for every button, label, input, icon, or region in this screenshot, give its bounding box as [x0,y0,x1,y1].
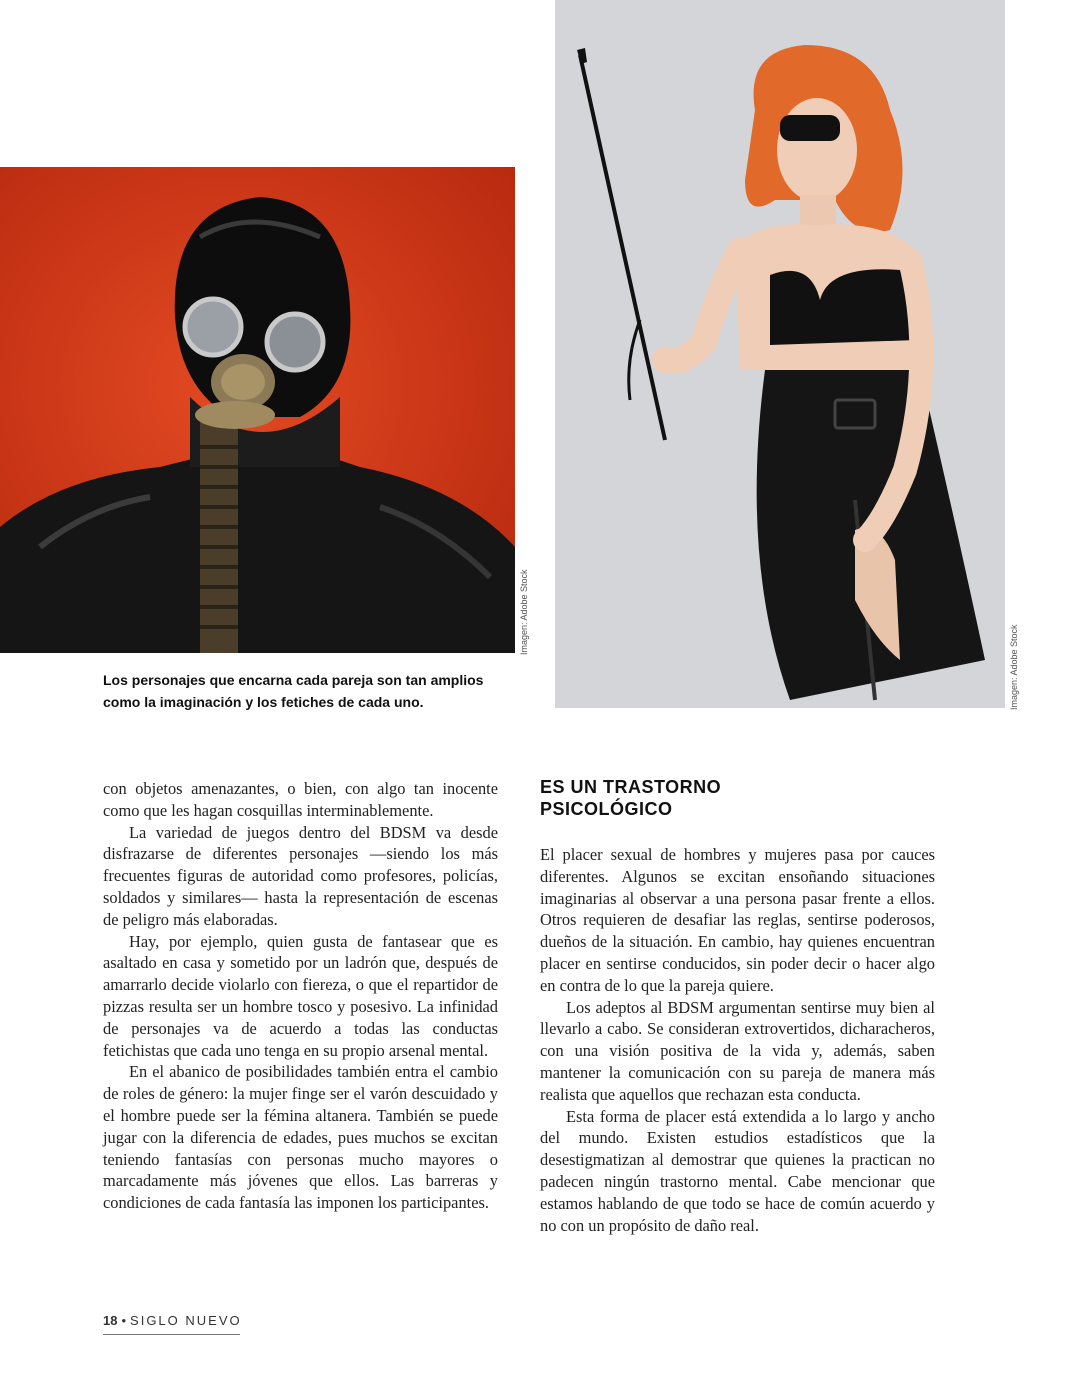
paragraph: Esta forma de placer está extendida a lo largo y ancho del mundo. Existen estudios estadísticos que la desestigmatizan al demostrar que quienes la practican no padecen ningún trastorno mental. Cabe mencionar que estamos hablando de que todo se hace de común acuerdo y no con un propósito de daño real. [540,1106,935,1235]
left-text-column [103,778,498,1214]
publication-name: SIGLO NUEVO [130,1313,242,1328]
gas-mask-illustration [0,167,515,653]
paragraph: La variedad de juegos dentro del BDSM va desde disfrazarse de diferentes personajes —siendo los más frecuentes figuras de autoridad como profesores, policías, soldados y similares— hasta la representación de escenas de peligro más elaboradas. [103,822,498,929]
paragraph: El placer sexual de hombres y mujeres pasa por cauces diferentes. Algunos se excitan ensoñando situaciones imaginarias al observar a una persona pasar frente a ellos. Otros requieren de desafiar las reglas, sentirse poderosos, dueños de la situación. En cambio, hay quienes encuentran placer en sentirse conducidos, sin poder decir o hacer algo en contra de lo que la pareja quiere. [540,845,935,995]
photo-credit-left: Imagen: Adobe Stock [519,569,529,655]
paragraph: En el abanico de posibilidades también entra el cambio de roles de género: la mujer finge ser el varón descuidado y el hombre puede ser la fémina altanera. También se puede jugar con la diferencia de edades, pues muchos se excitan teniendo fantasías con personas mucho mayores o marcadamente más jóvenes que ellos. Las barreras y condiciones de cada fantasía las imponen los participantes. [103,1062,498,1213]
footer-separator: • [121,1313,127,1328]
riding-crop-photo [555,0,1005,708]
photo-credit-right: Imagen: Adobe Stock [1009,624,1019,710]
woman-illustration [555,0,1005,708]
paragraph: Los adeptos al BDSM argumentan sentirse muy bien al llevarlo a cabo. Se consideran extrovertidos, dicharacheros, con una visión positiva de la vida y, además, saben mantener la comunicación con su pareja de manera más realista que aquellos que rechazan esta conducta. [540,997,935,1104]
gas-mask-photo [0,167,515,653]
section-heading: ES UN TRASTORNO PSICOLÓGICO [540,777,722,819]
right-text-column [540,844,935,1236]
page-footer [103,1313,240,1335]
paragraph: Hay, por ejemplo, quien gusta de fantasear que es asaltado en casa y sometido por un ladrón que, después de amarrarlo decide violarlo con fiereza, o que el repartidor de pizzas resulta ser un hombre tosco y posesivo. La infinidad de personajes va de acuerdo a todas las conductas fetichistas que cada uno tenga en su propio arsenal mental. [103,931,498,1060]
photo-caption: Los personajes que encarna cada pareja son tan amplios como la imaginación y los fetiches de cada uno. [103,672,484,710]
paragraph: con objetos amenazantes, o bien, con algo tan inocente como que les hagan cosquillas interminablemente. [103,779,498,820]
page-number: 18 [103,1313,118,1328]
